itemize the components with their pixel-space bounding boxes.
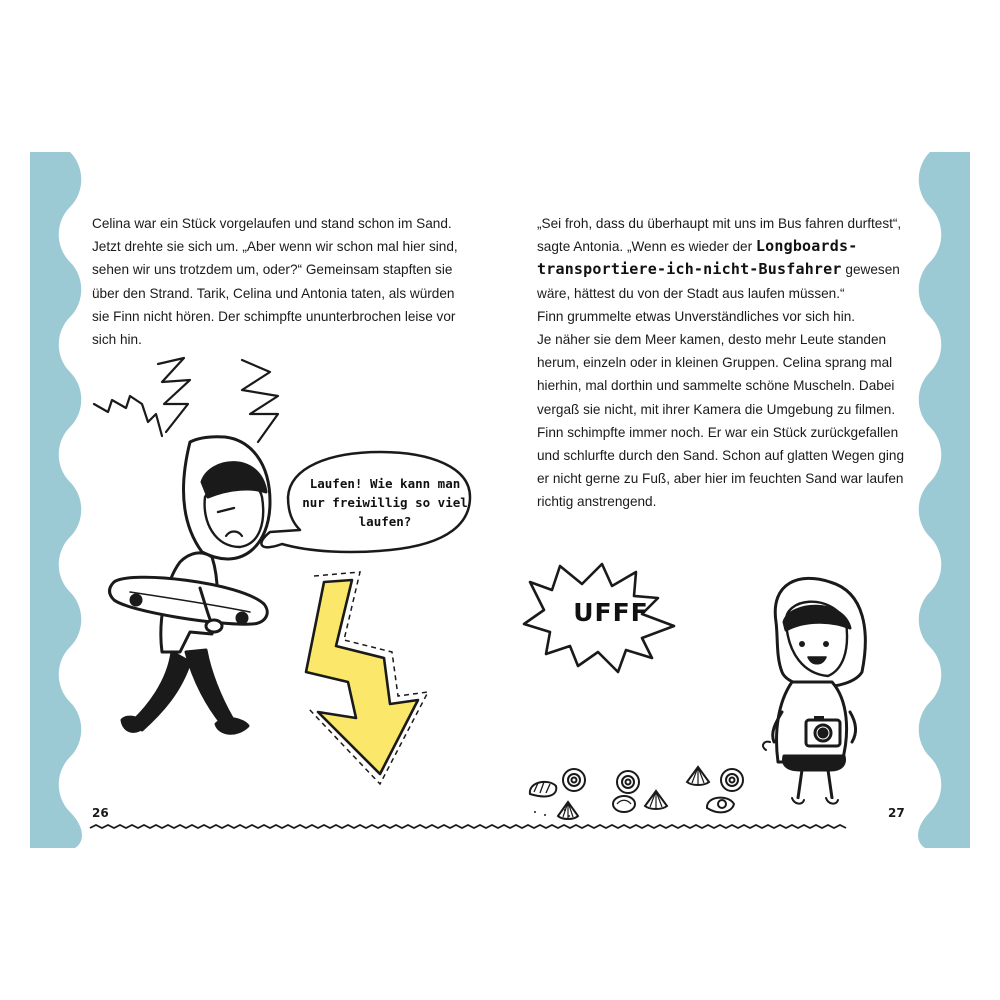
ground-line — [90, 825, 846, 828]
left-page-paragraph: Celina war ein Stück vorgelaufen und stand schon im Sand. Jetzt drehte sie sich um. „Aber wenn wir schon mal hier sind, sehen wir uns trotzdem um, oder?“ Gemeinsam stapften sie über den Strand. Tarik, Celina und Antonia taten, als würden sie Finn nicht hören. Der schimpfte ununterbrochen leise vor sich hin. — [92, 216, 458, 348]
right-paragraph-2: Finn grummelte etwas Unverständliches vor sich hin. — [537, 308, 856, 324]
right-paragraph-4: Finn schimpfte immer noch. Er war ein Stück zurückgefallen und schlurfte durch den Sand. Schon auf glatten Wegen ging er nicht gerne zu Fuß, aber hier im feuchten Sand war laufen richtig anstrengend. — [537, 424, 905, 510]
speech-bubble-text: Laufen! Wie kann man nur freiwillig so viel laufen? — [302, 476, 468, 529]
seashells-illustration — [530, 767, 743, 819]
page-number-right: 27 — [888, 806, 905, 820]
boy-with-longboard-illustration — [110, 437, 271, 734]
illustrations-layer — [30, 152, 970, 848]
anger-zigzags — [94, 358, 278, 442]
book-spread — [30, 152, 970, 848]
longboard-driver-emphasis: Longboards-transportiere-ich-nicht-Busfahrer — [537, 237, 858, 279]
lightning-arrow-illustration — [306, 572, 428, 784]
page-number-left: 26 — [92, 806, 109, 820]
right-intro: „Sei froh, dass du überhaupt mit uns im Bus fahren durftest“, sagte Antonia. „Wenn es wieder der — [537, 216, 902, 255]
right-paragraph-3: Je näher sie dem Meer kamen, desto mehr Leute standen herum, einzeln oder in kleinen Gruppen. Celina sprang mal hierhin, mal dorthin und sammelte schöne Muscheln. Dabei vergaß sie nicht, mit ihrer Kamera die Umgebung zu filmen. — [537, 332, 896, 417]
ufff-sound-effect: UFFF — [573, 598, 649, 627]
girl-with-camera-illustration — [763, 578, 865, 803]
right-after-emphasis: gewesen wäre, hättest du von der Stadt aus laufen müssen.“ — [537, 262, 900, 301]
